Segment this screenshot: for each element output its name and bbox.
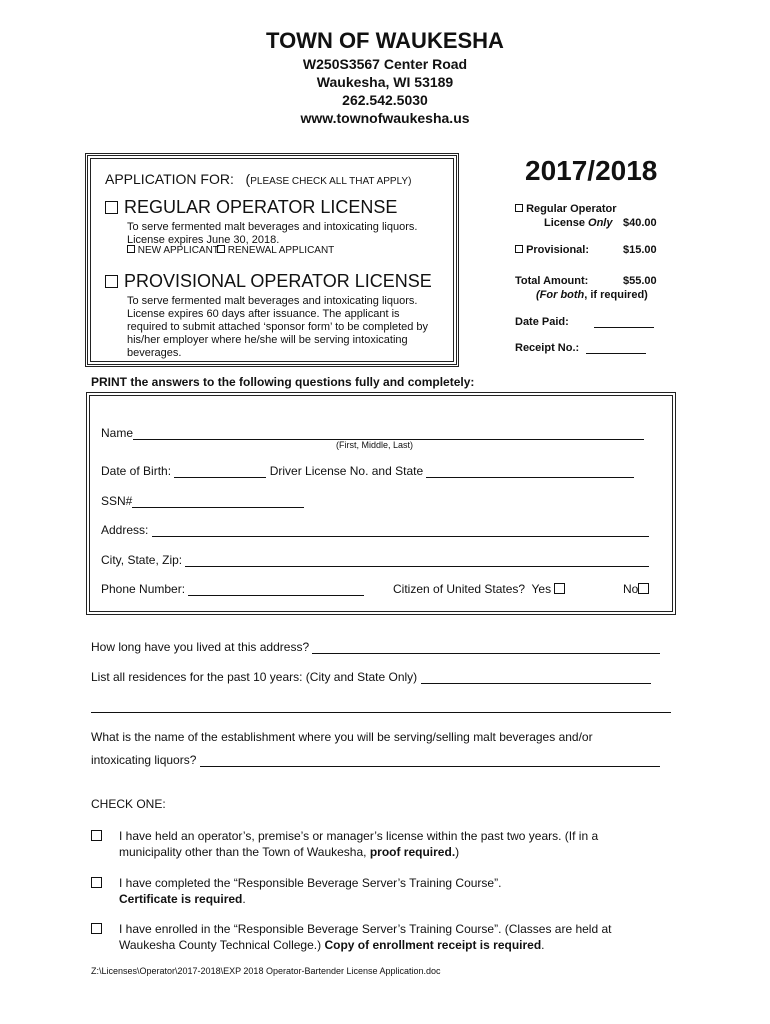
regular-desc-line2: License expires June 30, 2018. [127,234,280,246]
provisional-desc-line1: To serve fermented malt beverages and intoxicating liquors. [127,295,418,307]
fee-provisional[interactable] [515,244,589,256]
address-field[interactable] [101,523,649,537]
check-option-2-checkbox[interactable] [91,877,102,888]
name-label: Name [101,426,134,440]
town-address: W250S3567 Center Road [302,56,468,72]
opt3-a: I have enrolled in the “Responsible Beverage Server’s Training Course”. (Classes are held at [119,922,612,936]
fee-total-label: Total Amount: [515,275,589,287]
establishment-question-line1: What is the name of the establishment where you will be serving/selling malt beverages and/or [91,730,593,744]
lived-input-line[interactable] [312,642,660,654]
dob-label: Date of Birth: [101,464,172,478]
address-input-line[interactable] [152,525,649,537]
receipt-line[interactable] [586,342,646,354]
city-input-line[interactable] [185,555,649,567]
new-applicant-label: NEW APPLICANT [137,245,219,256]
fee-provisional-label: Provisional: [526,244,590,256]
opt1-d: ) [455,845,460,859]
fee-both-note [536,289,648,301]
check-option-3-text [119,921,679,953]
residences-extra-line[interactable] [91,712,671,713]
fee-regular-checkbox[interactable] [515,204,523,212]
establishment-input-line[interactable] [200,755,660,767]
citizen-field [393,582,565,596]
citizen-no-label: No [623,582,639,596]
check-option-1-checkbox[interactable] [91,830,102,841]
opt2-c: . [242,892,246,906]
lived-label: How long have you lived at this address? [91,640,310,654]
phone-field[interactable] [101,582,364,596]
check-option-1-text [119,828,679,860]
provisional-desc-line2: License expires 60 days after issuance. The applicant is [127,308,400,320]
citizen-no-field[interactable] [623,582,649,596]
town-city: Waukesha, WI 53189 [316,74,454,90]
fee-regular-label: Regular Operator [526,203,617,215]
city-field[interactable] [101,553,649,567]
ssn-field[interactable] [101,494,304,508]
check-option-2-text [119,875,679,907]
opt3-c: Copy of enrollment receipt is required [324,938,542,952]
provisional-license-title: PROVISIONAL OPERATOR LICENSE [124,271,432,291]
regular-license-desc [127,221,447,247]
new-applicant-option[interactable] [127,245,219,256]
new-applicant-checkbox[interactable] [127,245,135,253]
application-box [87,155,457,365]
renewal-applicant-option[interactable] [217,245,334,256]
renewal-applicant-checkbox[interactable] [217,245,225,253]
regular-license-checkbox[interactable] [105,201,118,214]
date-paid-label: Date Paid: [515,316,569,328]
renewal-applicant-label: RENEWAL APPLICANT [227,245,335,256]
fee-regular[interactable] [515,203,617,215]
opt3-b: Waukesha County Technical College.) [119,938,325,952]
opt1-c: proof required. [369,845,456,859]
fee-provisional-amount: $15.00 [623,244,657,256]
address-label: Address: [101,523,149,537]
fee-regular-label2b: Only [588,217,613,229]
opt2-b: Certificate is required [119,892,243,906]
city-label: City, State, Zip: [101,553,183,567]
fee-regular-amount: $40.00 [623,217,657,229]
license-year: 2017/2018 [525,155,658,186]
check-one-title: CHECK ONE: [91,797,166,811]
ssn-label: SSN# [101,494,133,508]
file-path-footer: Z:\Licenses\Operator\2017-2018\EXP 2018 Operator-Bartender License Application.doc [91,966,441,976]
opt3-d: . [541,938,545,952]
regular-desc-line1: To serve fermented malt beverages and intoxicating liquors. [127,221,418,233]
residences-question[interactable] [91,670,651,684]
driver-license-label: Driver License No. and State [269,464,424,478]
opt2-a: I have completed the “Responsible Beverage Server’s Training Course”. [119,876,502,890]
date-paid-line[interactable] [594,316,654,328]
provisional-desc-line5: beverages. [127,347,182,359]
phone-input-line[interactable] [188,584,364,596]
instruction-prefix: ( [245,171,251,187]
lived-question[interactable] [91,640,660,654]
fee-both-a: (For both [536,289,585,301]
fee-regular-line2 [544,217,612,229]
provisional-license-option[interactable] [105,271,432,292]
dob-field[interactable] [101,464,634,478]
receipt-field[interactable] [515,342,646,354]
check-option-3[interactable] [91,921,691,955]
provisional-license-desc [127,295,447,360]
driver-license-input-line[interactable] [426,466,634,478]
fee-regular-label2a: License [544,217,589,229]
check-option-1[interactable] [91,828,691,862]
residences-input-line[interactable] [421,672,651,684]
citizen-label: Citizen of United States? [393,582,526,596]
town-title: TOWN OF WAUKESHA [266,28,504,53]
application-for-label [105,171,411,187]
citizen-yes-checkbox[interactable] [554,583,565,594]
opt1-a: I have held an operator’s, premise’s or manager’s license within the past two years. (If in a [119,829,599,843]
name-field[interactable] [101,426,644,440]
citizen-yes-label: Yes [531,582,552,596]
provisional-license-checkbox[interactable] [105,275,118,288]
opt1-b: municipality other than the Town of Waukesha, [119,845,370,859]
establishment-question[interactable] [91,753,660,767]
application-for-text: APPLICATION FOR: [105,171,234,187]
check-option-2[interactable] [91,875,691,909]
date-paid-field[interactable] [515,316,654,328]
fee-both-b: , if required) [584,289,648,301]
name-hint: (First, Middle, Last) [336,440,414,450]
fee-total-amount: $55.00 [623,275,657,287]
fee-provisional-checkbox[interactable] [515,245,523,253]
name-input-line[interactable] [133,428,644,440]
citizen-no-checkbox[interactable] [638,583,649,594]
provisional-desc-line3: required to submit attached ‘sponsor form’ to be completed by [127,321,429,333]
ssn-input-line[interactable] [132,496,304,508]
regular-license-title: REGULAR OPERATOR LICENSE [124,197,398,217]
town-website: www.townofwaukesha.us [300,110,470,126]
print-instruction: PRINT the answers to the following questions fully and completely: [91,375,475,389]
residences-label: List all residences for the past 10 years: (City and State Only) [91,670,418,684]
town-phone: 262.542.5030 [342,92,428,108]
provisional-desc-line4: his/her employer where he/she will be serving intoxicating [127,334,408,346]
receipt-label: Receipt No.: [515,342,580,354]
establishment-label: intoxicating liquors? [91,753,197,767]
phone-label: Phone Number: [101,582,186,596]
instruction-text: PLEASE CHECK ALL THAT APPLY) [250,176,412,187]
regular-license-option[interactable] [105,197,397,218]
dob-input-line[interactable] [174,466,266,478]
check-option-3-checkbox[interactable] [91,923,102,934]
